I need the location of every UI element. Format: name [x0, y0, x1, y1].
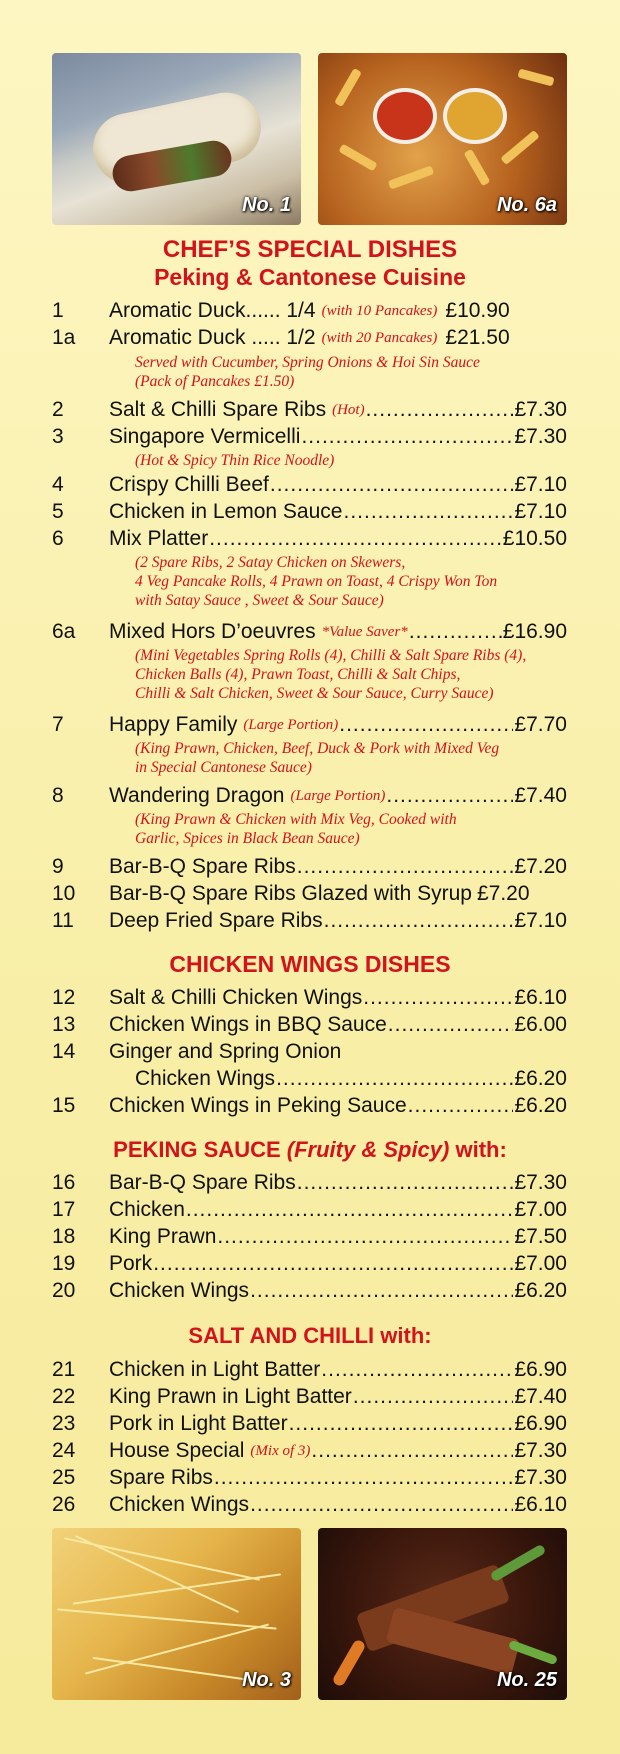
menu-item-9: 9 Bar-B-Q Spare Ribs ..... £7.20	[52, 854, 567, 880]
item-description: (2 Spare Ribs, 2 Satay Chicken on Skewers, 4 Veg Pancake Rolls, 4 Prawn on Toast, 4 Crispy Won Ton with Satay Sauce , Sweet & Sour Sauce)	[135, 554, 498, 609]
menu-item-10: 10 Bar-B-Q Spare Ribs Glazed with Syrup £7.20	[52, 882, 530, 905]
menu-item-5: 5 Chicken in Lemon Sauce ..... £7.10	[52, 499, 567, 525]
photo-aromatic-duck	[52, 53, 301, 225]
section-title-salt-chilli: SALT AND CHILLI with:	[188, 1323, 432, 1348]
menu-item-4: 4 Crispy Chilli Beef ..... £7.10	[52, 472, 567, 498]
menu-item-23: 23 Pork in Light Batter ..... £6.90	[52, 1411, 567, 1437]
menu-item-17: 17 Chicken ..... £7.00	[52, 1197, 567, 1223]
menu-item-15: 15 Chicken Wings in Peking Sauce ..... £6.20	[52, 1093, 567, 1119]
menu-item-16: 16 Bar-B-Q Spare Ribs ..... £7.30	[52, 1170, 567, 1196]
item-description: (Hot & Spicy Thin Rice Noodle)	[135, 452, 335, 469]
menu-item-12: 12 Salt & Chilli Chicken Wings ..... £6.10	[52, 985, 567, 1011]
menu-item-1: 1 Aromatic Duck...... 1/4 (with 10 Pancakes) £10.90	[52, 299, 510, 322]
item-description: (Mini Vegetables Spring Rolls (4), Chilli & Salt Spare Ribs (4), Chicken Balls (4), Prawn Toast, Chilli & Salt Chips, Chilli & Salt Chicken, Sweet & Sour Sauce, Curry Sauce)	[135, 647, 527, 702]
menu-item-19: 19 Pork ..... £7.00	[52, 1251, 567, 1277]
item-description: (King Prawn & Chicken with Mix Veg, Cooked with Garlic, Spices in Black Bean Sauce)	[135, 811, 457, 847]
photo-label: No. 3	[242, 1669, 291, 1691]
item-description: Served with Cucumber, Spring Onions & Hoi Sin Sauce (Pack of Pancakes £1.50)	[135, 354, 480, 390]
photo-label: No. 6a	[496, 194, 557, 216]
photo-hors-doeuvres	[318, 53, 567, 225]
menu-item-26: 26 Chicken Wings ..... £6.10	[52, 1492, 567, 1518]
menu-item-20: 20 Chicken Wings ..... £6.20	[52, 1278, 567, 1304]
menu-item-3: 3 Singapore Vermicelli ..... £7.30	[52, 424, 567, 450]
section-title-chicken-wings: CHICKEN WINGS DISHES	[169, 951, 451, 977]
menu-item-7: 7 Happy Family (Large Portion) ..... £7.70	[52, 712, 567, 738]
photo-singapore-vermicelli	[52, 1528, 301, 1700]
section-title-peking-sauce: PEKING SAUCE (Fruity & Spicy) with:	[113, 1137, 507, 1162]
photo-label: No. 1	[242, 194, 291, 216]
menu-item-6a: 6a Mixed Hors D’oeuvres *Value Saver* ..... £16.90	[52, 619, 567, 645]
menu-item-24: 24 House Special (Mix of 3) ..... £7.30	[52, 1438, 567, 1464]
section-subtitle-peking: Peking & Cantonese Cuisine	[154, 264, 466, 290]
menu-item-11: 11 Deep Fried Spare Ribs ..... £7.10	[52, 908, 567, 934]
menu-item-1a: 1a Aromatic Duck ..... 1/2 (with 20 Pancakes) £21.50	[52, 326, 510, 349]
menu-item-8: 8 Wandering Dragon (Large Portion) ..... £7.40	[52, 783, 567, 809]
menu-item-14-cont: Chicken Wings ..... £6.20	[52, 1066, 567, 1092]
section-title-chef-special: CHEF’S SPECIAL DISHES	[162, 236, 458, 263]
photo-spare-ribs	[318, 1528, 567, 1700]
item-description: (King Prawn, Chicken, Beef, Duck & Pork with Mixed Veg in Special Cantonese Sauce)	[135, 740, 500, 776]
photo-label: No. 25	[496, 1669, 557, 1691]
menu-item-21: 21 Chicken in Light Batter ..... £6.90	[52, 1357, 567, 1383]
menu-item-14: 14 Ginger and Spring Onion	[52, 1040, 342, 1063]
menu-item-18: 18 King Prawn ..... £7.50	[52, 1224, 567, 1250]
menu-item-2: 2 Salt & Chilli Spare Ribs (Hot) ..... £7.30	[52, 397, 567, 423]
menu-item-22: 22 King Prawn in Light Batter ..... £7.40	[52, 1384, 567, 1410]
menu-item-13: 13 Chicken Wings in BBQ Sauce ..... £6.00	[52, 1012, 567, 1038]
menu-item-6: 6 Mix Platter ..... £10.50	[52, 526, 567, 552]
menu-item-25: 25 Spare Ribs ..... £7.30	[52, 1465, 567, 1491]
